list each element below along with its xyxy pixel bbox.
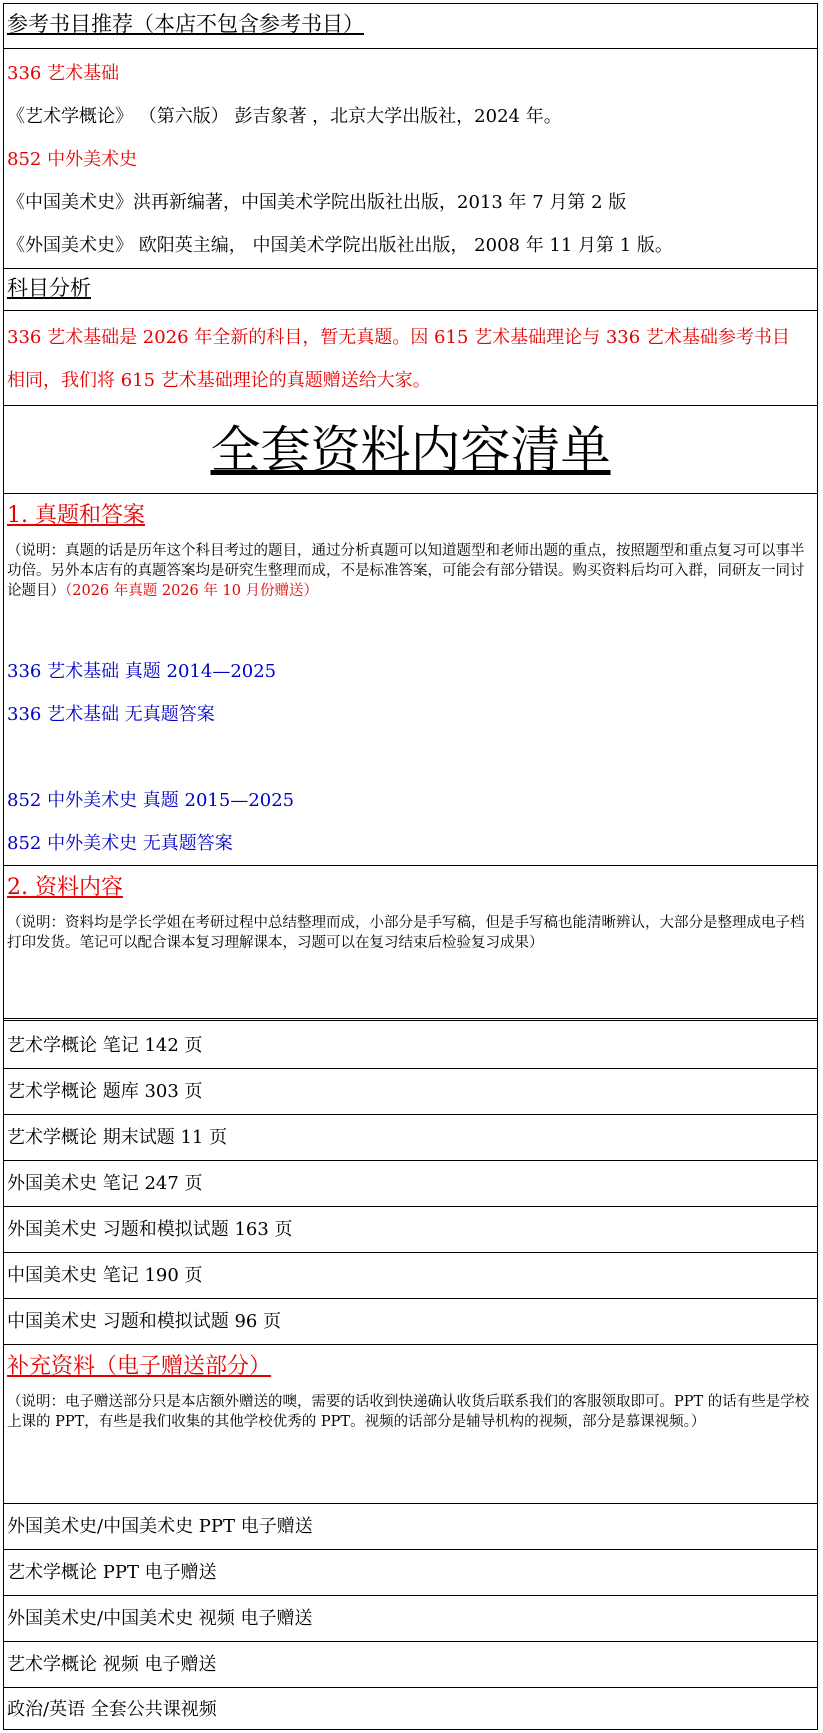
list-item: 336 艺术基础 无真题答案: [7, 704, 215, 725]
section-3-note: （说明：电子赠送部分只是本店额外赠送的噢，需要的话收到快递确认收货后联系我们的客服领取即可。PPT 的话有些是学校上课的 PPT，有些是我们收集的其他学校优秀的 PPT。视频的话部分是辅导机构的视频，部分是慕课视频。）: [7, 1394, 810, 1430]
books-content-cell: [4, 49, 817, 269]
analysis-line-2: 相同，我们将 615 艺术基础理论的真题赠送给大家。: [7, 370, 431, 391]
section-3-header-cell: [4, 1345, 817, 1504]
table-row: [4, 1069, 817, 1115]
table-row: [4, 1023, 817, 1069]
table-row: [4, 1688, 817, 1731]
table-row: [4, 1550, 817, 1596]
table-row-label: 艺术学概论 笔记 142 页: [7, 1035, 203, 1056]
table-row: [4, 1161, 817, 1207]
table-row-label: 中国美术史 习题和模拟试题 96 页: [7, 1311, 282, 1332]
book-art-theory: 《艺术学概论》 （第六版） 彭吉象著 ，北京大学出版社，2024 年。: [7, 106, 562, 127]
section-2-note: （说明：资料均是学长学姐在考研过程中总结整理而成，小部分是手写稿，但是手写稿也能清晰辨认，大部分是整理成电子档打印发货。笔记可以配合课本复习理解课本，习题可以在复习结束后检验复习成果）: [7, 915, 805, 951]
list-item: 852 中外美术史 无真题答案: [7, 833, 233, 854]
table-row: [4, 1299, 817, 1345]
books-heading: 参考书目推荐（本店不包含参考书目）: [7, 12, 364, 36]
section-2-header-cell: [4, 866, 817, 1021]
section-2-heading: 2. 资料内容: [7, 875, 123, 900]
table-row: [4, 1207, 817, 1253]
section-1-note-text: （说明：真题的话是历年这个科目考过的题目，通过分析真题可以知道题型和老师出题的重点，按照题型和重点复习可以事半功倍。另外本店有的真题答案均是研究生整理而成，不是标准答案，可能会有部分错误。购买资料后均可入群，同研友一同讨论题目）: [7, 543, 805, 599]
table-row-label: 外国美术史/中国美术史 视频 电子赠送: [7, 1608, 313, 1629]
main-title: 全套资料内容清单: [210, 421, 611, 479]
subject-336-title: 336 艺术基础: [7, 63, 120, 84]
section-3-heading: 补充资料（电子赠送部分）: [7, 1354, 272, 1379]
table-row: [4, 1115, 817, 1161]
list-item: 336 艺术基础 真题 2014—2025: [7, 661, 277, 682]
table-row-label: 政治/英语 全套公共课视频: [7, 1699, 217, 1720]
table-row-label: 外国美术史/中国美术史 PPT 电子赠送: [7, 1516, 313, 1537]
table-row-label: 艺术学概论 题库 303 页: [7, 1081, 203, 1102]
subject-852-title: 852 中外美术史: [7, 149, 138, 170]
section-1-note: [7, 541, 814, 601]
section-1-note-highlight: （2026 年真题 2026 年 10 月份赠送）: [65, 583, 319, 599]
section-1-heading: 1. 真题和答案: [7, 503, 145, 528]
table-row-label: 艺术学概论 PPT 电子赠送: [7, 1562, 217, 1583]
book-chinese-art-history: 《中国美术史》洪再新编著，中国美术学院出版社出版，2013 年 7 月第 2 版: [7, 192, 627, 213]
books-header-cell: [4, 4, 817, 49]
table-row: [4, 1504, 817, 1550]
analysis-heading: 科目分析: [7, 276, 91, 300]
table-row-label: 外国美术史 习题和模拟试题 163 页: [7, 1219, 293, 1240]
analysis-line-1: 336 艺术基础是 2026 年全新的科目，暂无真题。因 615 艺术基础理论与 336 艺术基础参考书目: [7, 327, 790, 348]
section-1-cell: [4, 494, 817, 866]
document-sheet: [3, 3, 818, 1730]
table-row-label: 中国美术史 笔记 190 页: [7, 1265, 203, 1286]
book-foreign-art-history: 《外国美术史》 欧阳英主编， 中国美术学院出版社出版， 2008 年 11 月第 1 版。: [7, 235, 673, 256]
table-row-label: 艺术学概论 视频 电子赠送: [7, 1654, 217, 1675]
list-item: 852 中外美术史 真题 2015—2025: [7, 790, 295, 811]
analysis-header-cell: [4, 269, 817, 311]
main-title-cell: [4, 406, 817, 494]
analysis-content-cell: [4, 311, 817, 406]
table-row: [4, 1596, 817, 1642]
table-row: [4, 1642, 817, 1688]
table-row-label: 外国美术史 笔记 247 页: [7, 1173, 203, 1194]
table-row: [4, 1253, 817, 1299]
table-row-label: 艺术学概论 期末试题 11 页: [7, 1127, 228, 1148]
